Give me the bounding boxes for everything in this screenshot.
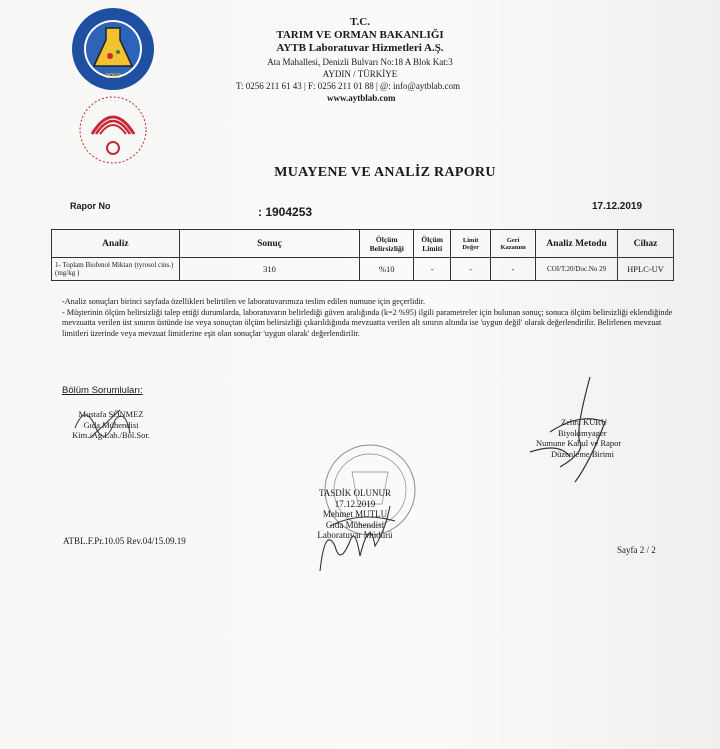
col-header-geri-kazanim: Geri Kazanım <box>491 230 536 258</box>
header-city: AYDIN / TÜRKİYE <box>322 69 398 79</box>
accreditation-logo <box>74 94 152 166</box>
header-website: www.aytblab.com <box>327 93 396 103</box>
left-signature <box>70 398 140 448</box>
header-tc: T.C. <box>350 16 370 28</box>
approver-role: Laboratuvar Müdürü <box>317 530 393 540</box>
cell-geri-kazanim: - <box>491 258 536 281</box>
report-title: MUAYENE VE ANALİZ RAPORU <box>274 165 496 180</box>
cell-sonuc: 310 <box>179 258 360 281</box>
center-signature <box>300 486 410 576</box>
page-number: Sayfa 2 / 2 <box>617 545 656 555</box>
results-table <box>51 229 674 281</box>
col-header-olcum-belirsizligi: Ölçüm Belirsizliği <box>360 230 414 258</box>
report-number-label: Rapor No <box>70 201 111 211</box>
section-heads-label: Bölüm Sorumluları: <box>62 385 143 396</box>
approval-label: TASDİK OLUNUR <box>318 488 392 498</box>
report-date: 17.12.2019 <box>592 201 643 212</box>
cell-cihaz: HPLC-UV <box>618 258 674 281</box>
approver-title: Gıda Mühendisi <box>325 519 385 530</box>
left-signatory-dept: Kim./Ag.Lab./Böl.Sor. <box>72 430 150 440</box>
approval-date: 17.12.2019 <box>334 498 376 509</box>
table-header-row <box>52 230 674 258</box>
approver-name: Mehmet MUTLU <box>322 509 388 519</box>
col-header-sonuc: Sonuç <box>179 230 360 258</box>
cell-limit-deger: - <box>451 258 491 281</box>
left-signatory-name: Mustafa SÖNMEZ <box>78 409 144 419</box>
col-header-analiz: Analiz <box>52 230 180 258</box>
right-signature <box>520 372 620 492</box>
cell-analiz: 1- Toplam Biofenol Miktarı (tyrosol cins.) (mg/kg ) <box>52 258 180 281</box>
cell-olcum-limiti: - <box>414 258 451 281</box>
col-header-analiz-metodu: Analiz Metodu <box>536 230 618 258</box>
header-company: AYTB Laboratuvar Hizmetleri A.Ş. <box>276 42 444 54</box>
header-ministry: TARIM VE ORMAN BAKANLIĞI <box>276 29 444 41</box>
note-uncertainty: - Müşterinin ölçüm belirsizliği talep ettiği durumlarda, laboratuvarın belirlediği güven aralığında (k=2 %95) ilgili parametreler için bulunan sonuç; sonuca ölçüm belirsizliği eklendiğinde mevzuatta verilen üst sınırın üstünde ise veya sonuçtan ölçüm belirsizliği çıkarıldığında mevzuatta verilen alt sınırın altında ise 'uygun değil' olarak değerlendirilir. Belirlenen mevzuat limitleri üzerinde veya mevzuat limitlerine eşit olan sonuçlar 'uygun olarak' değerlendirilir. <box>62 307 673 338</box>
header-address: Ata Mahallesi, Denizli Bulvarı No:18 A Blok Kat:3 <box>267 57 453 67</box>
table-row <box>52 258 674 281</box>
report-number: : 1904253 <box>258 205 313 219</box>
header-contact: T: 0256 211 61 43 | F: 0256 211 01 88 | @: info@aytblab.com <box>236 81 461 91</box>
document-code: ATBL.F.Pr.10.05 Rev.04/15.09.19 <box>63 536 186 546</box>
right-signatory-name: Zehra KURU <box>561 417 608 427</box>
col-header-limit-deger: Limit Değer <box>451 230 491 258</box>
cell-analiz-metodu: COI/T.20/Doc.No 29 <box>536 258 618 281</box>
cell-olcum-belirsizligi: %10 <box>360 258 414 281</box>
right-signatory-unit-2: Düzenleme Birimi <box>551 448 615 459</box>
logo-year: 2002 <box>105 73 121 80</box>
notes-block <box>62 297 680 339</box>
col-header-cihaz: Cihaz <box>618 230 674 258</box>
col-header-olcum-limiti: Ölçüm Limiti <box>414 230 451 258</box>
right-signatory-unit: Numune Kabul ve Rapor <box>536 438 622 448</box>
note-validity: -Analiz sonuçları birinci sayfada özellikleri belirtilen ve laboratuvarımıza teslim edilen numune için geçerlidir. <box>62 297 426 306</box>
right-signatory-title: Biyokimyager <box>558 427 607 438</box>
left-signatory-title: Gıda Mühendisi <box>83 419 139 430</box>
